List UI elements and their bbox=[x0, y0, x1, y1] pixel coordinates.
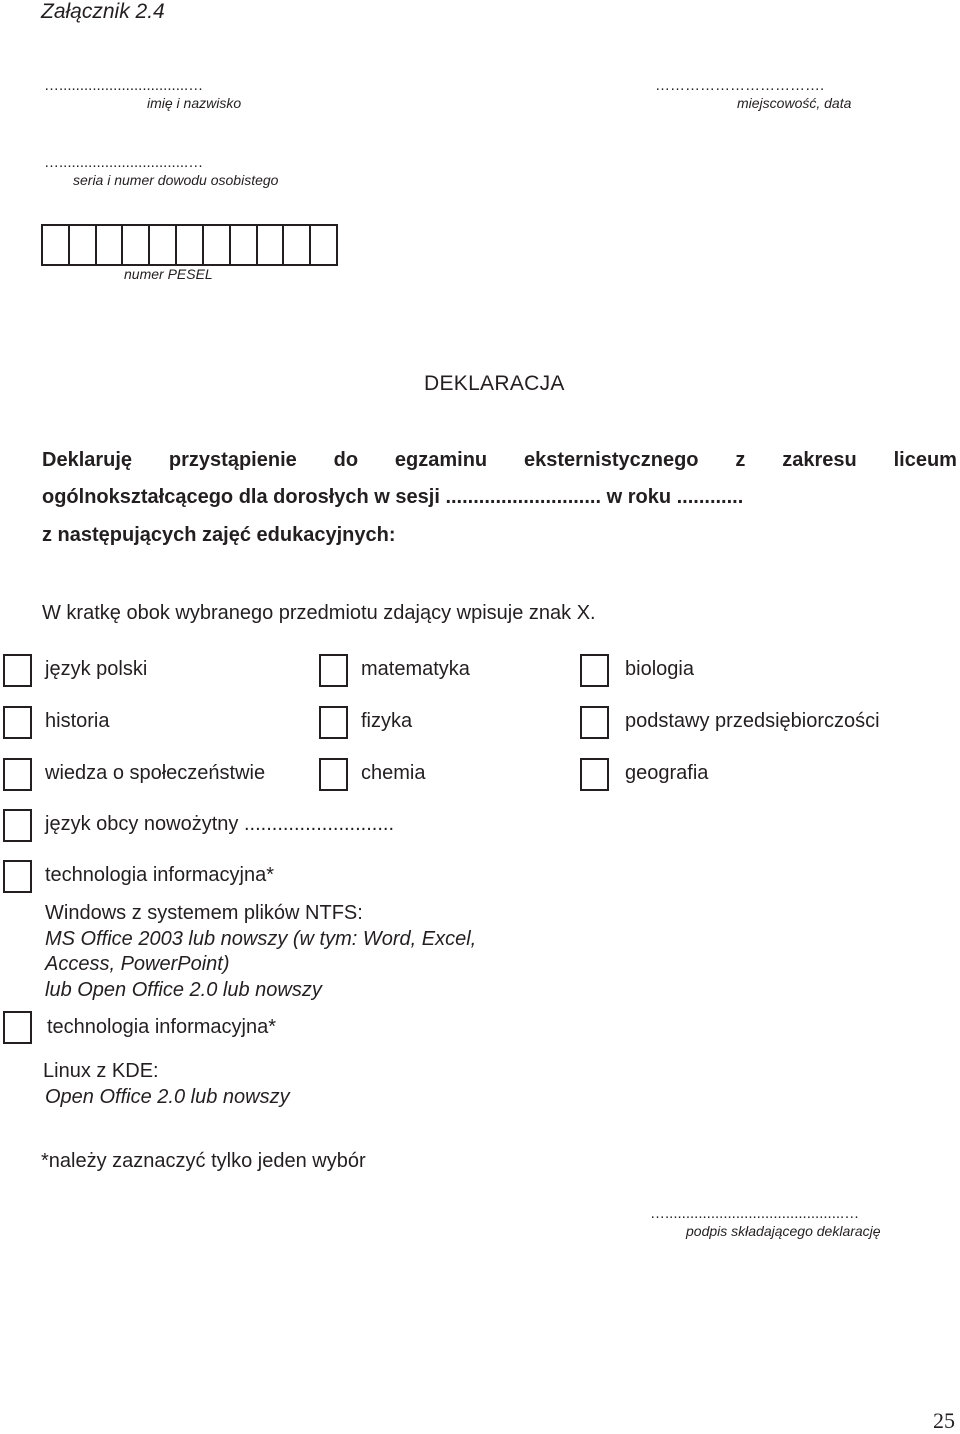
it-option-2-line-1: Linux z KDE: bbox=[43, 1060, 159, 1082]
pesel-digit-cell[interactable] bbox=[311, 226, 336, 264]
footnote: *należy zaznaczyć tylko jeden wybór bbox=[41, 1150, 366, 1172]
subject-label: podstawy przedsiębiorczości bbox=[625, 710, 880, 732]
signature-caption: podpis składającego deklarację bbox=[686, 1223, 881, 1239]
subject-label: biologia bbox=[625, 658, 694, 680]
declaration-word: do bbox=[333, 449, 359, 471]
pesel-digit-cell[interactable] bbox=[258, 226, 285, 264]
subject-label: geografia bbox=[625, 762, 709, 784]
id-caption: seria i numer dowodu osobistego bbox=[73, 172, 279, 188]
name-caption: imię i nazwisko bbox=[147, 95, 242, 111]
it-option-1-line-4: lub Open Office 2.0 lub nowszy bbox=[45, 979, 322, 1001]
checkbox-historia[interactable] bbox=[3, 706, 32, 739]
id-field-dots[interactable]: …...............................… bbox=[44, 154, 204, 171]
declaration-word: zakresu bbox=[782, 449, 857, 471]
pesel-digit-cell[interactable] bbox=[177, 226, 204, 264]
it-option-1-label: technologia informacyjna* bbox=[45, 864, 275, 886]
foreign-language-label: język obcy nowożytny ........................... bbox=[45, 813, 395, 835]
it-option-1-line-3: Access, PowerPoint) bbox=[45, 953, 230, 975]
declaration-line-1 bbox=[42, 442, 957, 479]
subject-label: fizyka bbox=[361, 710, 413, 732]
place-date-field-dots[interactable]: ……………………………. bbox=[655, 77, 825, 94]
subject-label: wiedza o społeczeństwie bbox=[45, 762, 266, 784]
subject-label: historia bbox=[45, 710, 110, 732]
pesel-caption: numer PESEL bbox=[124, 266, 213, 282]
page-number: 25 bbox=[933, 1408, 955, 1433]
checkbox-geografia[interactable] bbox=[580, 758, 609, 791]
declaration-word: Deklaruję bbox=[42, 449, 133, 471]
pesel-digit-cell[interactable] bbox=[284, 226, 311, 264]
declaration-word: z bbox=[735, 449, 746, 471]
subject-label: język polski bbox=[45, 658, 148, 680]
declaration-line-3: z następujących zajęć edukacyjnych: bbox=[42, 524, 396, 546]
checkbox-jezyk-polski[interactable] bbox=[3, 654, 32, 687]
pesel-digit-cell[interactable] bbox=[231, 226, 258, 264]
place-date-caption: miejscowość, data bbox=[737, 95, 852, 111]
declaration-word: liceum bbox=[893, 449, 957, 471]
checkbox-biologia[interactable] bbox=[580, 654, 609, 687]
pesel-digit-cell[interactable] bbox=[70, 226, 97, 264]
subject-label: chemia bbox=[361, 762, 426, 784]
name-field-dots[interactable]: …...............................… bbox=[44, 77, 204, 94]
pesel-digit-cell[interactable] bbox=[43, 226, 70, 264]
checkbox-matematyka[interactable] bbox=[319, 654, 348, 687]
attachment-label: Załącznik 2.4 bbox=[41, 0, 165, 23]
declaration-word: egzaminu bbox=[394, 449, 488, 471]
checkbox-wiedza-o-spoleczenstwie[interactable] bbox=[3, 758, 32, 791]
pesel-digit-cell[interactable] bbox=[123, 226, 150, 264]
declaration-word: eksternistycznego bbox=[524, 449, 699, 471]
pesel-digit-cell[interactable] bbox=[97, 226, 124, 264]
it-option-2-label: technologia informacyjna* bbox=[47, 1016, 277, 1038]
checkbox-jezyk-obcy[interactable] bbox=[3, 809, 32, 842]
signature-field-dots[interactable]: …...........................................… bbox=[650, 1205, 860, 1222]
it-option-1-line-1: Windows z systemem plików NTFS: bbox=[45, 902, 363, 924]
pesel-digit-cell[interactable] bbox=[204, 226, 231, 264]
checkbox-podstawy-przedsiebiorczosci[interactable] bbox=[580, 706, 609, 739]
instruction-text: W kratkę obok wybranego przedmiotu zdający wpisuje znak X. bbox=[42, 602, 596, 624]
pesel-digit-cell[interactable] bbox=[150, 226, 177, 264]
checkbox-it-linux[interactable] bbox=[3, 1011, 32, 1044]
checkbox-fizyka[interactable] bbox=[319, 706, 348, 739]
declaration-line-2: ogólnokształcącego dla dorosłych w sesji ............................ w roku ............ bbox=[42, 486, 744, 508]
page-title: DEKLARACJA bbox=[424, 372, 565, 395]
pesel-grid[interactable] bbox=[41, 224, 338, 266]
it-option-2-line-2: Open Office 2.0 lub nowszy bbox=[45, 1086, 290, 1108]
it-option-1-line-2: MS Office 2003 lub nowszy (w tym: Word, Excel, bbox=[45, 928, 477, 950]
checkbox-chemia[interactable] bbox=[319, 758, 348, 791]
declaration-word: przystąpienie bbox=[168, 449, 297, 471]
subject-label: matematyka bbox=[361, 658, 470, 680]
checkbox-it-windows[interactable] bbox=[3, 860, 32, 893]
